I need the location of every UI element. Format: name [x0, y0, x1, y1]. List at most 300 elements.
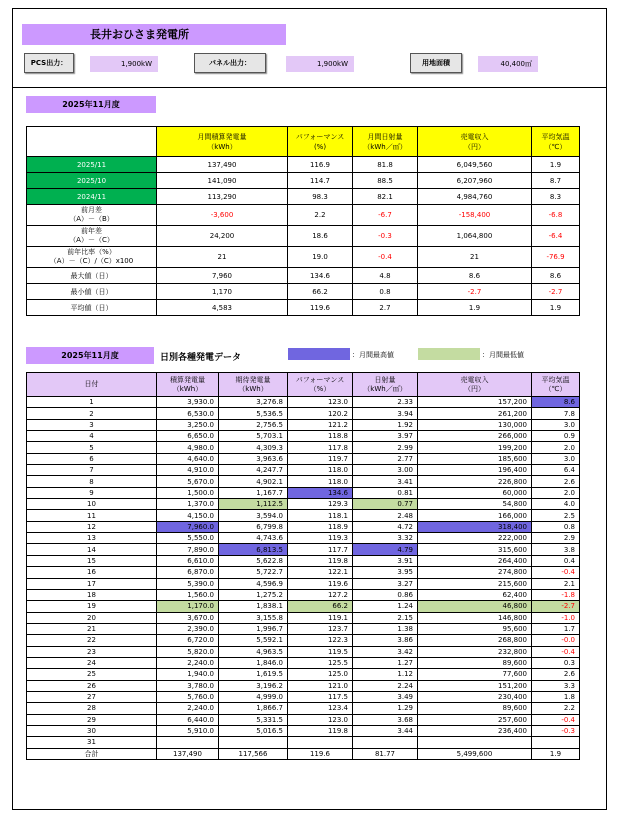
legend-low-swatch: [418, 348, 480, 360]
daily-column-header: 日射量 （kWh／㎡）: [353, 373, 418, 397]
daily-row: [27, 657, 580, 668]
daily-total-cell: 1.9: [532, 748, 580, 759]
summary-row: [27, 189, 580, 205]
daily-subtitle: 日別各種発電データ: [160, 353, 242, 363]
daily-row: [27, 612, 580, 623]
daily-cell: -0.4: [532, 714, 580, 725]
daily-row: [27, 521, 580, 532]
daily-cell: [157, 737, 219, 748]
daily-cell: 1,838.1: [219, 601, 288, 612]
daily-cell: 123.0: [288, 714, 353, 725]
summary-cell: 18.6: [288, 226, 353, 247]
summary-cell: -3,600: [157, 205, 288, 226]
daily-cell: 2.0: [532, 487, 580, 498]
pcs-output-value: 1,900kW: [90, 56, 158, 72]
summary-cell: 6,049,560: [418, 157, 532, 173]
daily-cell: 3.95: [353, 567, 418, 578]
daily-cell: 3,963.6: [219, 453, 288, 464]
daily-cell: 257,600: [418, 714, 532, 725]
summary-cell: -0.4: [353, 247, 418, 268]
daily-cell: 0.3: [532, 657, 580, 668]
summary-cell: 1,064,800: [418, 226, 532, 247]
daily-date-cell: 5: [27, 442, 157, 453]
daily-date-cell: 7: [27, 465, 157, 476]
daily-cell: 2,240.0: [157, 703, 219, 714]
summary-row-label: 最小値（日）: [27, 284, 157, 300]
daily-date-cell: 14: [27, 544, 157, 555]
daily-cell: 2.24: [353, 680, 418, 691]
daily-cell: 4.79: [353, 544, 418, 555]
daily-date-cell: 21: [27, 623, 157, 634]
daily-row: [27, 533, 580, 544]
daily-cell: 196,400: [418, 465, 532, 476]
summary-cell: 19.0: [288, 247, 353, 268]
summary-cell: 7,960: [157, 268, 288, 284]
daily-cell: 123.7: [288, 623, 353, 634]
daily-cell: 274,800: [418, 567, 532, 578]
daily-cell: 1.29: [353, 703, 418, 714]
summary-column-header: 月間日射量 （kWh／㎡）: [353, 127, 418, 157]
daily-cell: 2.48: [353, 510, 418, 521]
daily-cell: 5,670.0: [157, 476, 219, 487]
daily-cell: 2.99: [353, 442, 418, 453]
land-area-label: 用地面積: [410, 53, 462, 73]
summary-row: [27, 247, 580, 268]
summary-cell: 98.3: [288, 189, 353, 205]
summary-row-label: 前年比率（%） （A）－（C）/（C）x100: [27, 247, 157, 268]
daily-cell: 1,846.0: [219, 657, 288, 668]
summary-row-label: 最大値（日）: [27, 268, 157, 284]
daily-total-cell: 137,490: [157, 748, 219, 759]
daily-cell: 119.8: [288, 555, 353, 566]
summary-cell: 0.8: [353, 284, 418, 300]
daily-cell: [219, 737, 288, 748]
summary-cell: 2.7: [353, 300, 418, 316]
daily-cell: 119.3: [288, 533, 353, 544]
daily-cell: 127.2: [288, 589, 353, 600]
summary-cell: 4.8: [353, 268, 418, 284]
daily-date-cell: 18: [27, 589, 157, 600]
daily-cell: 1.27: [353, 657, 418, 668]
daily-date-cell: 19: [27, 601, 157, 612]
daily-date-cell: 8: [27, 476, 157, 487]
summary-row: [27, 268, 580, 284]
daily-total-cell: 5,499,600: [418, 748, 532, 759]
summary-cell: 113,290: [157, 189, 288, 205]
daily-cell: 2.33: [353, 397, 418, 408]
summary-row-label: 前年差 （A）－（C）: [27, 226, 157, 247]
daily-row: [27, 703, 580, 714]
summary-cell: 21: [418, 247, 532, 268]
summary-cell: 1.9: [532, 157, 580, 173]
daily-cell: 5,722.7: [219, 567, 288, 578]
daily-cell: 5,536.5: [219, 408, 288, 419]
daily-cell: -0.0: [532, 635, 580, 646]
daily-column-header: 日付: [27, 373, 157, 397]
daily-row: [27, 646, 580, 657]
daily-cell: 2.2: [532, 703, 580, 714]
daily-cell: 5,760.0: [157, 691, 219, 702]
daily-total-cell: 119.6: [288, 748, 353, 759]
summary-cell: 114.7: [288, 173, 353, 189]
daily-cell: 215,600: [418, 578, 532, 589]
daily-row: [27, 725, 580, 736]
summary-header-row: [27, 127, 580, 157]
daily-row: [27, 680, 580, 691]
daily-cell: 3,276.8: [219, 397, 288, 408]
summary-cell: 1.9: [418, 300, 532, 316]
daily-date-cell: 10: [27, 499, 157, 510]
daily-cell: 6,530.0: [157, 408, 219, 419]
summary-cell: -6.4: [532, 226, 580, 247]
daily-cell: 5,592.1: [219, 635, 288, 646]
daily-cell: 1.8: [532, 691, 580, 702]
daily-row: [27, 499, 580, 510]
daily-cell: 2.1: [532, 578, 580, 589]
daily-date-cell: 12: [27, 521, 157, 532]
daily-cell: 0.9: [532, 431, 580, 442]
daily-cell: 5,550.0: [157, 533, 219, 544]
daily-cell: 54,800: [418, 499, 532, 510]
summary-row: [27, 173, 580, 189]
daily-cell: 261,200: [418, 408, 532, 419]
daily-cell: 2.77: [353, 453, 418, 464]
daily-cell: 3.00: [353, 465, 418, 476]
daily-date-cell: 16: [27, 567, 157, 578]
daily-cell: [288, 737, 353, 748]
daily-cell: -0.4: [532, 567, 580, 578]
daily-cell: -1.8: [532, 589, 580, 600]
daily-cell: 1,170.0: [157, 601, 219, 612]
daily-row: [27, 589, 580, 600]
daily-cell: 123.0: [288, 397, 353, 408]
daily-date-cell: 22: [27, 635, 157, 646]
daily-cell: 129.3: [288, 499, 353, 510]
daily-cell: 232,800: [418, 646, 532, 657]
daily-cell: 117.5: [288, 691, 353, 702]
summary-cell: 134.6: [288, 268, 353, 284]
daily-cell: 3.68: [353, 714, 418, 725]
daily-cell: 119.6: [288, 578, 353, 589]
panel-output-value: 1,900kW: [286, 56, 354, 72]
summary-cell: -6.7: [353, 205, 418, 226]
summary-cell: -0.3: [353, 226, 418, 247]
summary-cell: 81.8: [353, 157, 418, 173]
daily-date-cell: 27: [27, 691, 157, 702]
summary-column-header: 月間積算発電量 （kWh）: [157, 127, 288, 157]
summary-cell: -2.7: [418, 284, 532, 300]
summary-row: [27, 205, 580, 226]
summary-cell: 119.6: [288, 300, 353, 316]
daily-row: [27, 691, 580, 702]
daily-cell: 5,703.1: [219, 431, 288, 442]
summary-cell: 8.6: [418, 268, 532, 284]
daily-cell: 3,670.0: [157, 612, 219, 623]
daily-cell: 3.27: [353, 578, 418, 589]
legend-high-label: ：月間最高値: [352, 351, 394, 359]
summary-cell: 8.6: [532, 268, 580, 284]
daily-cell: -1.0: [532, 612, 580, 623]
daily-row: [27, 635, 580, 646]
daily-cell: 3.42: [353, 646, 418, 657]
daily-cell: 6.4: [532, 465, 580, 476]
summary-row-label: 2025/11: [27, 157, 157, 173]
daily-cell: 0.86: [353, 589, 418, 600]
daily-cell: 120.2: [288, 408, 353, 419]
daily-row: [27, 465, 580, 476]
daily-cell: 4,309.3: [219, 442, 288, 453]
daily-cell: 3,930.0: [157, 397, 219, 408]
pcs-output-label: PCS出力：: [24, 53, 74, 73]
daily-cell: 4,902.1: [219, 476, 288, 487]
daily-cell: 118.1: [288, 510, 353, 521]
daily-cell: 6,440.0: [157, 714, 219, 725]
daily-cell: 3.86: [353, 635, 418, 646]
divider-top: [12, 87, 607, 88]
daily-date-cell: 30: [27, 725, 157, 736]
summary-cell: 8.3: [532, 189, 580, 205]
summary-row: [27, 300, 580, 316]
daily-date-cell: 26: [27, 680, 157, 691]
daily-cell: 125.0: [288, 669, 353, 680]
page-title: 長井おひさま発電所: [22, 24, 286, 45]
daily-cell: [418, 737, 532, 748]
daily-cell: 5,331.5: [219, 714, 288, 725]
daily-column-header: 平均気温 （℃）: [532, 373, 580, 397]
daily-cell: 2,756.5: [219, 419, 288, 430]
daily-cell: 119.5: [288, 646, 353, 657]
daily-cell: 121.0: [288, 680, 353, 691]
daily-cell: 125.5: [288, 657, 353, 668]
daily-cell: 4,963.5: [219, 646, 288, 657]
daily-cell: 1,560.0: [157, 589, 219, 600]
daily-cell: 1,370.0: [157, 499, 219, 510]
daily-cell: 62,400: [418, 589, 532, 600]
daily-cell: 5,622.8: [219, 555, 288, 566]
daily-cell: 226,800: [418, 476, 532, 487]
daily-date-cell: 23: [27, 646, 157, 657]
daily-cell: 2.6: [532, 669, 580, 680]
panel-output-label: パネル出力：: [194, 53, 266, 73]
daily-cell: 6,799.8: [219, 521, 288, 532]
summary-column-header: パフォーマンス (%): [288, 127, 353, 157]
daily-row: [27, 737, 580, 748]
summary-row: [27, 157, 580, 173]
daily-cell: 185,600: [418, 453, 532, 464]
daily-cell: 3.91: [353, 555, 418, 566]
daily-date-cell: 29: [27, 714, 157, 725]
daily-cell: 268,800: [418, 635, 532, 646]
summary-cell: -76.9: [532, 247, 580, 268]
summary-row-label: 2025/10: [27, 173, 157, 189]
daily-cell: 118.0: [288, 476, 353, 487]
daily-date-cell: 25: [27, 669, 157, 680]
daily-cell: 6,813.5: [219, 544, 288, 555]
daily-cell: 2.15: [353, 612, 418, 623]
daily-date-cell: 1: [27, 397, 157, 408]
summary-cell: 4,583: [157, 300, 288, 316]
daily-cell: 119.1: [288, 612, 353, 623]
summary-cell: 2.2: [288, 205, 353, 226]
daily-cell: 4,743.6: [219, 533, 288, 544]
summary-cell: 24,200: [157, 226, 288, 247]
daily-cell: 3.3: [532, 680, 580, 691]
summary-column-header: 売電収入 （円）: [418, 127, 532, 157]
daily-cell: 46,800: [418, 601, 532, 612]
daily-cell: 0.8: [532, 521, 580, 532]
daily-row: [27, 453, 580, 464]
daily-cell: 118.8: [288, 431, 353, 442]
daily-cell: 3.8: [532, 544, 580, 555]
daily-cell: 118.0: [288, 465, 353, 476]
daily-column-header: パフォーマンス （%）: [288, 373, 353, 397]
daily-cell: 1,996.7: [219, 623, 288, 634]
daily-cell: 130,000: [418, 419, 532, 430]
daily-cell: 77,600: [418, 669, 532, 680]
daily-cell: 3,780.0: [157, 680, 219, 691]
daily-cell: 3.32: [353, 533, 418, 544]
land-area-value: 40,400㎡: [478, 56, 538, 72]
daily-cell: 315,600: [418, 544, 532, 555]
daily-cell: 0.4: [532, 555, 580, 566]
daily-cell: 134.6: [288, 487, 353, 498]
daily-cell: 6,610.0: [157, 555, 219, 566]
daily-row: [27, 397, 580, 408]
daily-cell: 66.2: [288, 601, 353, 612]
legend-low-label: ：月間最低値: [482, 351, 524, 359]
daily-cell: 1,940.0: [157, 669, 219, 680]
daily-column-header: 積算発電量 （kWh）: [157, 373, 219, 397]
daily-header-row: [27, 373, 580, 397]
daily-cell: 2,240.0: [157, 657, 219, 668]
daily-cell: 264,400: [418, 555, 532, 566]
daily-cell: 3.44: [353, 725, 418, 736]
daily-cell: 1,866.7: [219, 703, 288, 714]
summary-cell: 88.5: [353, 173, 418, 189]
daily-cell: 8.6: [532, 397, 580, 408]
daily-date-cell: 13: [27, 533, 157, 544]
daily-total-label: 合計: [27, 748, 157, 759]
daily-cell: 118.9: [288, 521, 353, 532]
daily-cell: 166,000: [418, 510, 532, 521]
daily-total-cell: 117,566: [219, 748, 288, 759]
summary-cell: 1.9: [532, 300, 580, 316]
daily-date-cell: 3: [27, 419, 157, 430]
daily-cell: 1,275.2: [219, 589, 288, 600]
monthly-summary-table: [26, 126, 580, 316]
summary-header-blank: [27, 127, 157, 157]
daily-column-header: 期待発電量 （kWh）: [219, 373, 288, 397]
daily-cell: 3,155.8: [219, 612, 288, 623]
summary-cell: 1,170: [157, 284, 288, 300]
summary-cell: 8.7: [532, 173, 580, 189]
daily-row: [27, 476, 580, 487]
daily-heading: 2025年11月度: [26, 347, 154, 364]
daily-cell: -0.4: [532, 646, 580, 657]
daily-total-cell: 81.77: [353, 748, 418, 759]
daily-cell: 146,800: [418, 612, 532, 623]
daily-cell: 3.97: [353, 431, 418, 442]
daily-cell: 122.1: [288, 567, 353, 578]
daily-cell: 60,000: [418, 487, 532, 498]
daily-cell: 2.0: [532, 442, 580, 453]
summary-column-header: 平均気温 （℃）: [532, 127, 580, 157]
daily-cell: 5,820.0: [157, 646, 219, 657]
daily-date-cell: 15: [27, 555, 157, 566]
daily-cell: 3.49: [353, 691, 418, 702]
daily-total-row: [27, 748, 580, 759]
summary-cell: 137,490: [157, 157, 288, 173]
daily-cell: 5,910.0: [157, 725, 219, 736]
daily-row: [27, 442, 580, 453]
daily-date-cell: 4: [27, 431, 157, 442]
summary-cell: -6.8: [532, 205, 580, 226]
daily-cell: 236,400: [418, 725, 532, 736]
daily-row: [27, 669, 580, 680]
daily-date-cell: 20: [27, 612, 157, 623]
daily-date-cell: 6: [27, 453, 157, 464]
daily-cell: 4,150.0: [157, 510, 219, 521]
daily-cell: 6,870.0: [157, 567, 219, 578]
daily-row: [27, 555, 580, 566]
summary-row-label: 2024/11: [27, 189, 157, 205]
daily-cell: 4,247.7: [219, 465, 288, 476]
daily-date-cell: 28: [27, 703, 157, 714]
daily-cell: 95,600: [418, 623, 532, 634]
daily-row: [27, 431, 580, 442]
daily-cell: 7,890.0: [157, 544, 219, 555]
daily-cell: [353, 737, 418, 748]
daily-cell: 151,200: [418, 680, 532, 691]
daily-cell: 2.9: [532, 533, 580, 544]
daily-cell: 7,960.0: [157, 521, 219, 532]
daily-row: [27, 623, 580, 634]
daily-cell: -0.3: [532, 725, 580, 736]
daily-cell: 2.5: [532, 510, 580, 521]
daily-cell: 5,390.0: [157, 578, 219, 589]
daily-cell: 4,999.0: [219, 691, 288, 702]
daily-row: [27, 601, 580, 612]
daily-cell: 117.7: [288, 544, 353, 555]
daily-row: [27, 419, 580, 430]
daily-cell: 3.41: [353, 476, 418, 487]
daily-date-cell: 2: [27, 408, 157, 419]
daily-cell: 89,600: [418, 703, 532, 714]
daily-cell: 4,640.0: [157, 453, 219, 464]
daily-data-table: [26, 372, 580, 760]
daily-cell: 157,200: [418, 397, 532, 408]
summary-cell: 66.2: [288, 284, 353, 300]
daily-cell: 6,650.0: [157, 431, 219, 442]
summary-cell: 82.1: [353, 189, 418, 205]
summary-row-label: 前月差 （A）－（B）: [27, 205, 157, 226]
daily-cell: 222,000: [418, 533, 532, 544]
daily-cell: 0.77: [353, 499, 418, 510]
daily-cell: 318,400: [418, 521, 532, 532]
daily-cell: 4,596.9: [219, 578, 288, 589]
daily-row: [27, 567, 580, 578]
daily-cell: 2,390.0: [157, 623, 219, 634]
daily-cell: 230,400: [418, 691, 532, 702]
daily-column-header: 売電収入 （円）: [418, 373, 532, 397]
daily-cell: 4.0: [532, 499, 580, 510]
summary-row: [27, 284, 580, 300]
daily-cell: 119.8: [288, 725, 353, 736]
daily-row: [27, 714, 580, 725]
summary-cell: 4,984,760: [418, 189, 532, 205]
summary-row: [27, 226, 580, 247]
daily-cell: 1.92: [353, 419, 418, 430]
